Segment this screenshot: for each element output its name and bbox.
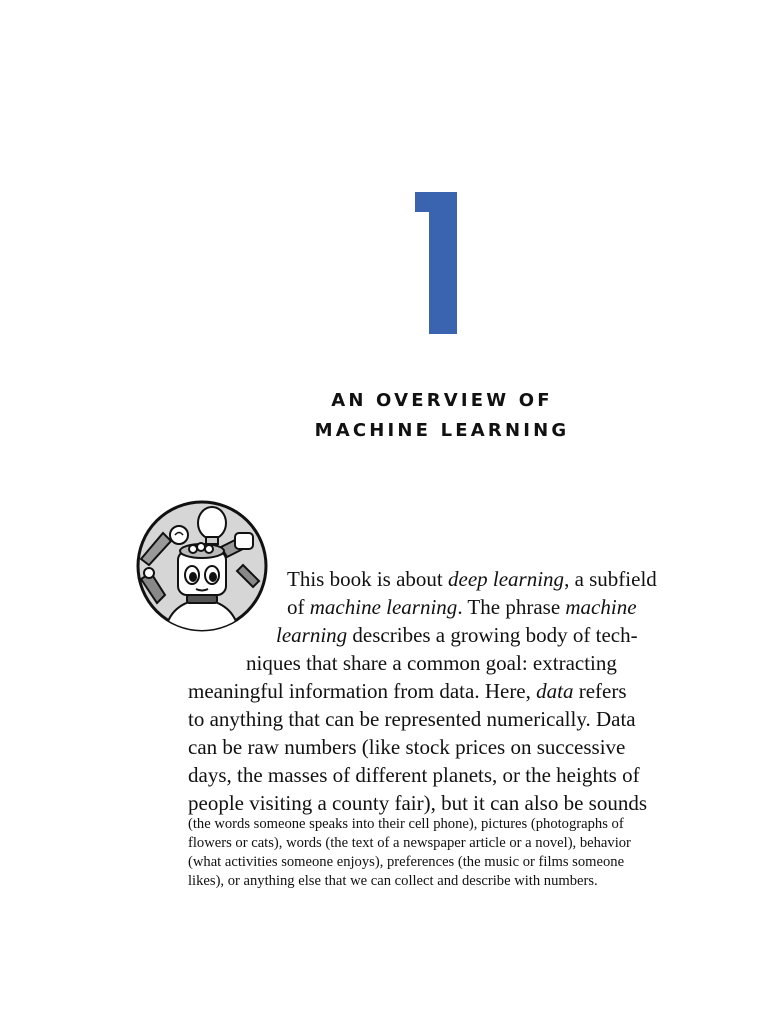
body-line: to anything that can be represented numerically. Data [188,707,636,731]
body-small-line: likes), or anything else that we can collect and describe with numbers. [188,873,598,889]
chapter-number [413,192,457,334]
body-small-line: flowers or cats), words (the text of a newspaper article or a novel), behavior [188,835,631,851]
chapter-title [250,386,634,446]
body-line: of machine learning. The phrase machine [287,595,637,619]
body-line: learning describes a growing body of tech- [276,623,638,647]
body-line: meaningful information from data. Here, data refers [188,679,627,703]
body-line: This book is about deep learning, a subfield [287,567,657,591]
chapter-title-line-2: MACHINE LEARNING [314,420,570,441]
robot-with-lightbulb-icon [135,499,269,633]
body-line: can be raw numbers (like stock prices on successive [188,735,626,759]
body-line: people visiting a county fair), but it can also be sounds [188,791,647,815]
body-small-line: (what activities someone enjoys), preferences (the music or films someone [188,854,625,870]
body-line: niques that share a common goal: extracting [246,651,617,675]
body-small-line: (the words someone speaks into their cell phone), pictures (photographs of [188,816,624,832]
body-line: days, the masses of different planets, or the heights of [188,763,640,787]
chapter-title-line-1: AN OVERVIEW OF [331,390,553,411]
